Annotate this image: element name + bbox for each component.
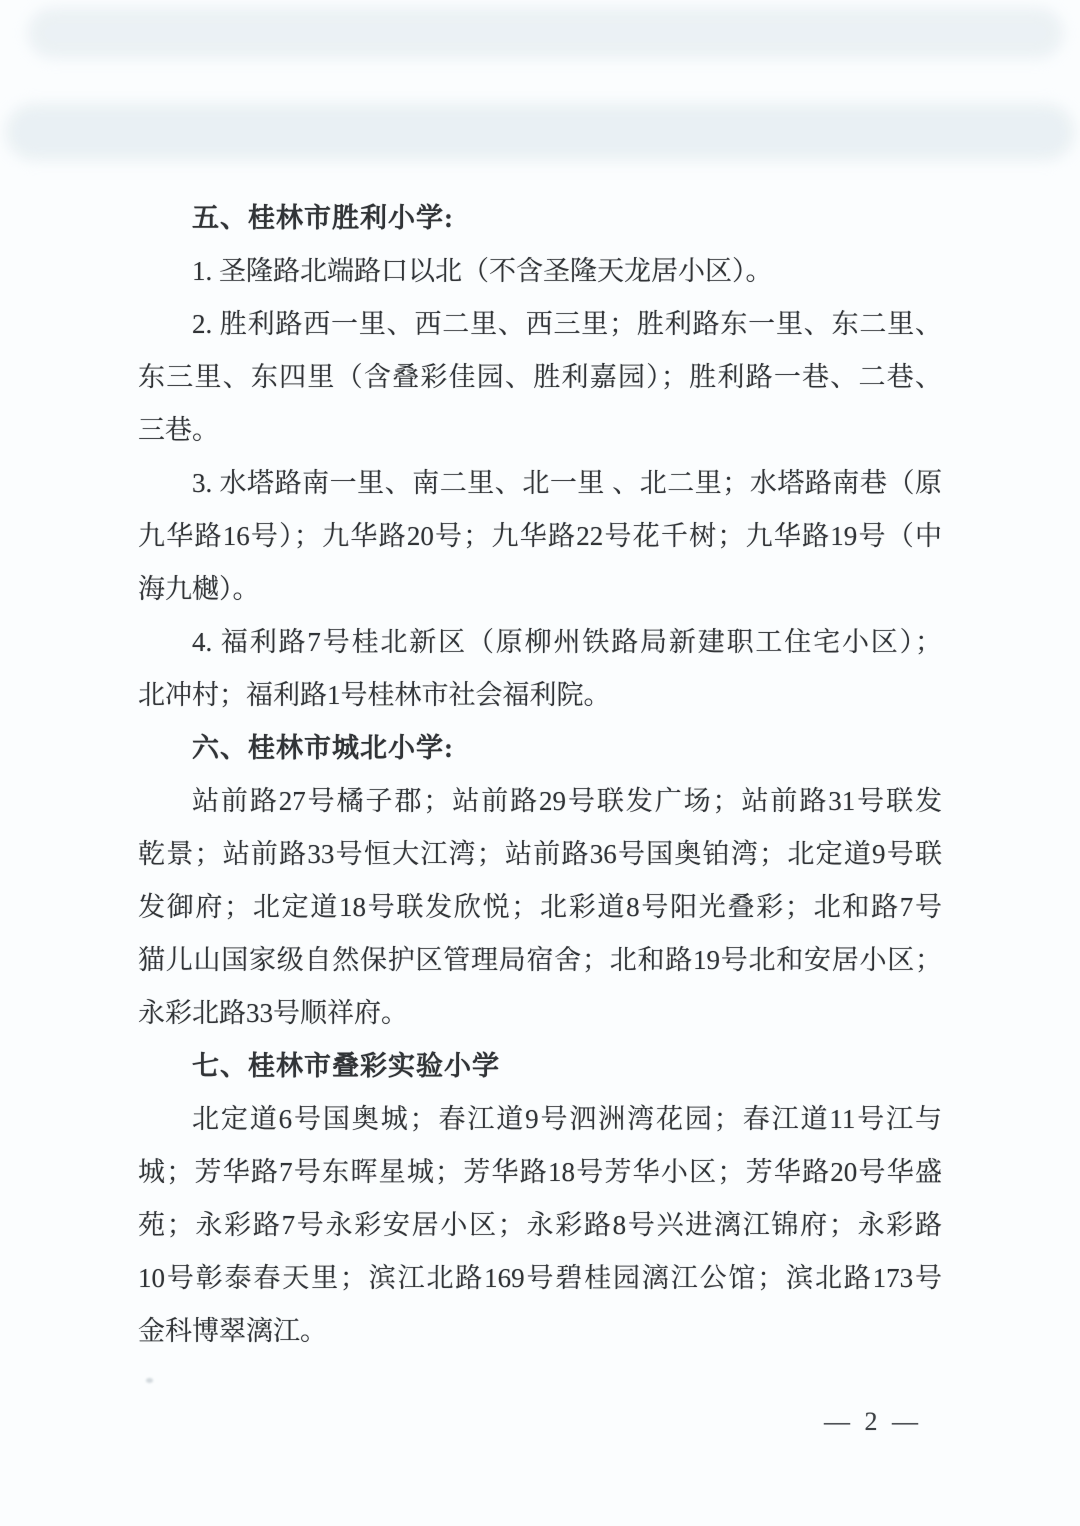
text-line: 北定道6号国奥城；春江道9号泗洲湾花园；春江道11号江与 [192, 1104, 942, 1134]
document-body [138, 192, 942, 1358]
section-heading-diecai: 七、桂林市叠彩实验小学 [192, 1051, 500, 1081]
text-line: 永彩北路33号顺祥府。 [138, 998, 408, 1028]
text-line: 乾景；站前路33号恒大江湾；站前路36号国奥铂湾；北定道9号联 [138, 839, 942, 869]
text-line: 三巷。 [138, 415, 219, 445]
text-line: 九华路16号）；九华路20号；九华路22号花千树；九华路19号（中 [138, 521, 942, 551]
text-line: 东三里、东四里（含叠彩佳园、胜利嘉园）；胜利路一巷、二巷、 [138, 362, 942, 392]
section-heading-shengli: 五、桂林市胜利小学: [192, 203, 454, 233]
text-line: 10号彰泰春天里；滨江北路169号碧桂园漓江公馆；滨北路173号 [138, 1263, 942, 1293]
text-line: 北冲村；福利路1号桂林市社会福利院。 [138, 680, 611, 710]
text-line: 4. 福利路7号桂北新区（原柳州铁路局新建职工住宅小区）； [192, 627, 942, 657]
text-line: 发御府；北定道18号联发欣悦；北彩道8号阳光叠彩；北和路7号 [138, 892, 942, 922]
page-number: — 2 — [824, 1407, 922, 1436]
text-line: 猫儿山国家级自然保护区管理局宿舍；北和路19号北和安居小区； [138, 945, 942, 975]
text-line: 金科博翠漓江。 [138, 1316, 327, 1346]
text-line: 3. 水塔路南一里、南二里、北一里 、北二里；水塔路南巷（原 [192, 468, 942, 498]
section-heading-chengbei: 六、桂林市城北小学: [192, 733, 454, 763]
text-line: 海九樾）。 [138, 574, 260, 604]
scan-noise-band [28, 8, 1063, 58]
scan-noise-band [6, 104, 1074, 160]
text-line: 苑；永彩路7号永彩安居小区；永彩路8号兴进漓江锦府；永彩路 [138, 1210, 942, 1240]
text-line: 1. 圣隆路北端路口以北（不含圣隆天龙居小区）。 [192, 256, 773, 286]
scan-speck [146, 1378, 153, 1383]
text-line: 2. 胜利路西一里、西二里、西三里；胜利路东一里、东二里、 [192, 309, 942, 339]
text-line: 站前路27号橘子郡；站前路29号联发广场；站前路31号联发 [192, 786, 942, 816]
text-line: 城；芳华路7号东晖星城；芳华路18号芳华小区；芳华路20号华盛 [138, 1157, 942, 1187]
